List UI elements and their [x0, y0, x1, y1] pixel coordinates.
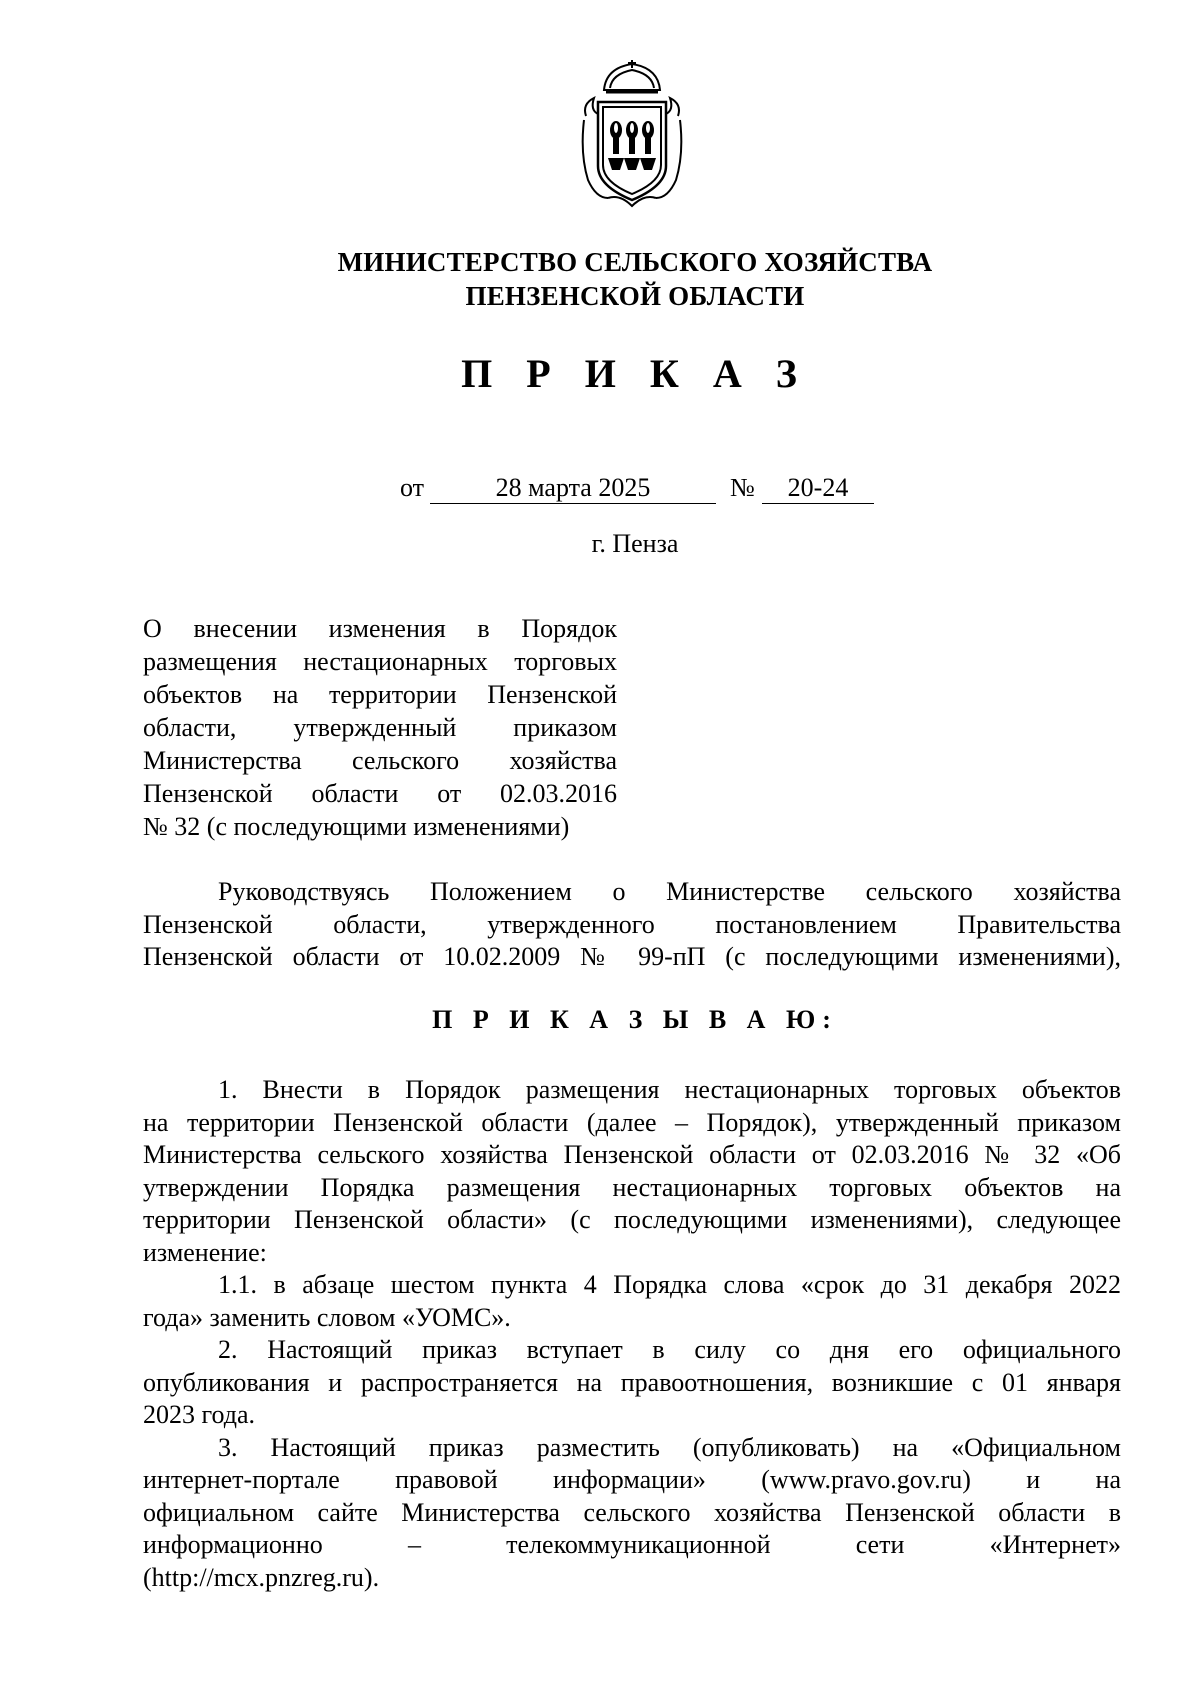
item-line: официальном сайте Министерства сельского хозяйства Пензенской области в: [143, 1497, 1121, 1527]
item-line: (http://mcx.pnzreg.ru).: [143, 1562, 380, 1592]
item-line: 2023 года.: [143, 1400, 256, 1429]
decree-heading: П Р И К А З Ы В А Ю:: [432, 1005, 838, 1034]
coat-of-arms-icon: [576, 58, 688, 208]
ministry-name-line2: ПЕНЗЕНСКОЙ ОБЛАСТИ: [465, 281, 805, 311]
document-subject: [143, 612, 617, 843]
document-title: П Р И К А З: [461, 351, 809, 396]
item-line: на территории Пензенской области (далее – Порядок), утвержденный приказом: [143, 1107, 1121, 1137]
subject-line: О внесении изменения в Порядок: [143, 614, 617, 643]
item-line: 3. Настоящий приказ разместить (опубликовать) на «Официальном: [218, 1432, 1121, 1462]
basis-line: Руководствуясь Положением о Министерстве сельского хозяйства: [218, 877, 1121, 906]
item-line: года» заменить словом «УОМС».: [143, 1302, 511, 1332]
item-line: 1. Внести в Порядок размещения нестационарных торговых объектов: [218, 1075, 1121, 1104]
subject-line: объектов на территории Пензенской: [143, 680, 617, 709]
basis-paragraph: [143, 876, 1121, 974]
date-prefix-label: от: [400, 473, 425, 502]
item-line: территории Пензенской области» (с последующими изменениями), следующее: [143, 1205, 1121, 1234]
order-items: [143, 1074, 1121, 1594]
basis-line: Пензенской области, утвержденного постановлением Правительства: [143, 909, 1121, 939]
document-date: 28 марта 2025: [430, 472, 716, 504]
document-number: 20-24: [762, 472, 874, 504]
item-line: изменение:: [143, 1237, 267, 1267]
item-line: 2. Настоящий приказ вступает в силу со дня его официального: [218, 1335, 1121, 1364]
basis-line: Пензенской области от 10.02.2009 № 99-пП (с последующими изменениями),: [143, 942, 1121, 971]
subject-line: № 32 (с последующими изменениями): [143, 812, 570, 841]
item-line: информационно – телекоммуникационной сети «Интернет»: [143, 1530, 1121, 1559]
subject-line: Министерства сельского хозяйства: [143, 746, 617, 775]
city: г. Пенза: [591, 529, 679, 558]
item-line: 1.1. в абзаце шестом пункта 4 Порядка слова «срок до 31 декабря 2022: [218, 1270, 1121, 1299]
ministry-name-line1: МИНИСТЕРСТВО СЕЛЬСКОГО ХОЗЯЙСТВА: [337, 247, 933, 277]
number-label: №: [730, 473, 755, 502]
subject-line: размещения нестационарных торговых: [143, 647, 617, 676]
subject-line: Пензенской области от 02.03.2016: [143, 779, 617, 808]
item-line: опубликования и распространяется на правоотношения, возникшие с 01 января: [143, 1367, 1121, 1397]
item-line: утверждении Порядка размещения нестационарных торговых объектов на: [143, 1172, 1121, 1202]
subject-line: области, утвержденный приказом: [143, 713, 617, 742]
item-line: Министерства сельского хозяйства Пензенской области от 02.03.2016 № 32 «Об: [143, 1140, 1121, 1169]
item-line: интернет-портале правовой информации» (www.pravo.gov.ru) и на: [143, 1465, 1121, 1494]
